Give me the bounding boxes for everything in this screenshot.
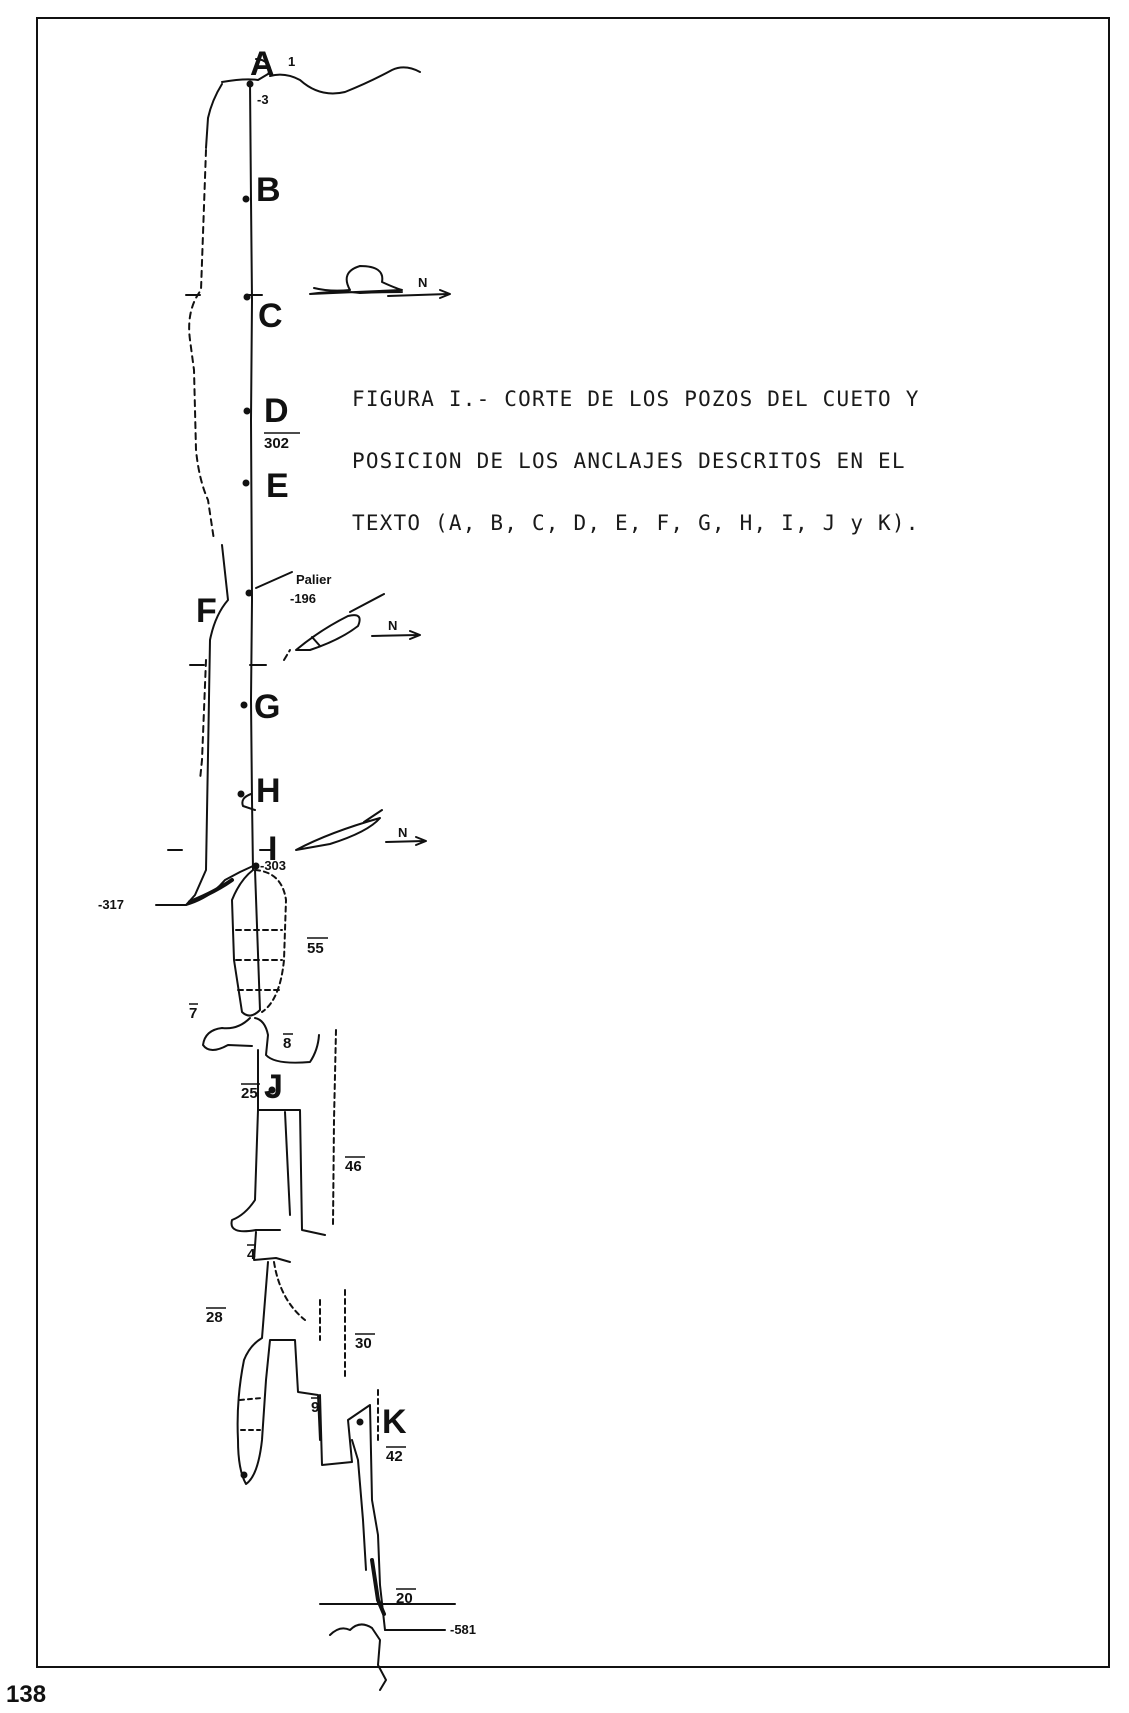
north-label-3: N bbox=[398, 825, 408, 840]
pitch-46-dashed bbox=[333, 1030, 336, 1225]
pitch-label-7: 7 bbox=[189, 1005, 198, 1022]
main-shaft bbox=[250, 82, 253, 870]
chamber-28 bbox=[238, 1262, 320, 1484]
depth-label-minus-317: -317 bbox=[98, 897, 125, 912]
shaft-k bbox=[352, 1440, 366, 1570]
pitch-label-28: 28 bbox=[206, 1309, 223, 1326]
depth-label-1: 1 bbox=[288, 54, 296, 69]
anchor-label-i: I bbox=[268, 830, 278, 868]
depth-label-minus-3: -3 bbox=[257, 92, 269, 107]
left-wall-dashed bbox=[189, 150, 214, 540]
plan-sketch-1 bbox=[310, 266, 402, 294]
pitch-label-9: 9 bbox=[311, 1399, 320, 1416]
page-number: 138 bbox=[6, 1681, 47, 1708]
pitch-label-25: 25 bbox=[241, 1085, 258, 1102]
section-46-inner bbox=[285, 1112, 290, 1215]
left-wall bbox=[206, 84, 222, 148]
pitch-label-46: 46 bbox=[345, 1158, 362, 1175]
pitch-label-30: 30 bbox=[355, 1335, 372, 1352]
north-label-1: N bbox=[418, 275, 428, 290]
passage-7 bbox=[203, 1018, 252, 1050]
caption-line-2: POSICION DE LOS ANCLAJES DESCRITOS EN EL bbox=[352, 449, 906, 473]
chamber-28-dashed bbox=[240, 1398, 262, 1430]
lower-shaft-thick bbox=[372, 1560, 384, 1614]
pitch-label-8: 8 bbox=[283, 1035, 292, 1052]
pitch-label-4: 4 bbox=[247, 1246, 256, 1263]
dash-28 bbox=[274, 1262, 320, 1340]
anchor-label-j: J bbox=[264, 1068, 283, 1106]
north-label-2: N bbox=[388, 618, 398, 633]
anchor-label-d: D bbox=[264, 392, 289, 430]
anchor-label-f: F bbox=[196, 592, 217, 630]
pitch-label-20: 20 bbox=[396, 1590, 413, 1607]
anchor-label-b: B bbox=[256, 171, 281, 209]
plan-sketch-2-line bbox=[350, 594, 384, 612]
pitch-label-42: 42 bbox=[386, 1448, 403, 1465]
depth-label-minus-196: -196 bbox=[290, 591, 317, 606]
chamber-55 bbox=[232, 870, 260, 1016]
plan-sketch-2b bbox=[296, 615, 360, 650]
pitch-labels bbox=[189, 435, 413, 1607]
plan-sketch-3 bbox=[296, 810, 382, 850]
anchor-label-e: E bbox=[266, 467, 289, 505]
left-wall-dashed-2 bbox=[200, 660, 206, 780]
palier-leader bbox=[256, 572, 292, 588]
pitch-label-55: 55 bbox=[307, 940, 324, 957]
anchor-label-a: A bbox=[250, 45, 275, 83]
plan-sketch-2 bbox=[284, 650, 290, 660]
step-4 bbox=[254, 1232, 290, 1262]
bottom-passage bbox=[330, 1624, 386, 1690]
palier-label: Palier bbox=[296, 572, 332, 587]
depth-label-minus-303: -303 bbox=[260, 858, 287, 873]
pitch-label-302: 302 bbox=[264, 435, 290, 452]
anchor-label-g: G bbox=[254, 688, 281, 726]
anchor-label-c: C bbox=[258, 297, 283, 335]
anchor-label-h: H bbox=[256, 772, 281, 810]
caption-line-1: FIGURA I.- CORTE DE LOS POZOS DEL CUETO Y bbox=[352, 387, 920, 411]
anchor-label-k: K bbox=[382, 1403, 407, 1441]
chamber-55-dashed bbox=[236, 870, 286, 1012]
depth-label-minus-581: -581 bbox=[450, 1622, 477, 1637]
caption-line-3: TEXTO (A, B, C, D, E, F, G, H, I, J y K). bbox=[352, 511, 920, 535]
